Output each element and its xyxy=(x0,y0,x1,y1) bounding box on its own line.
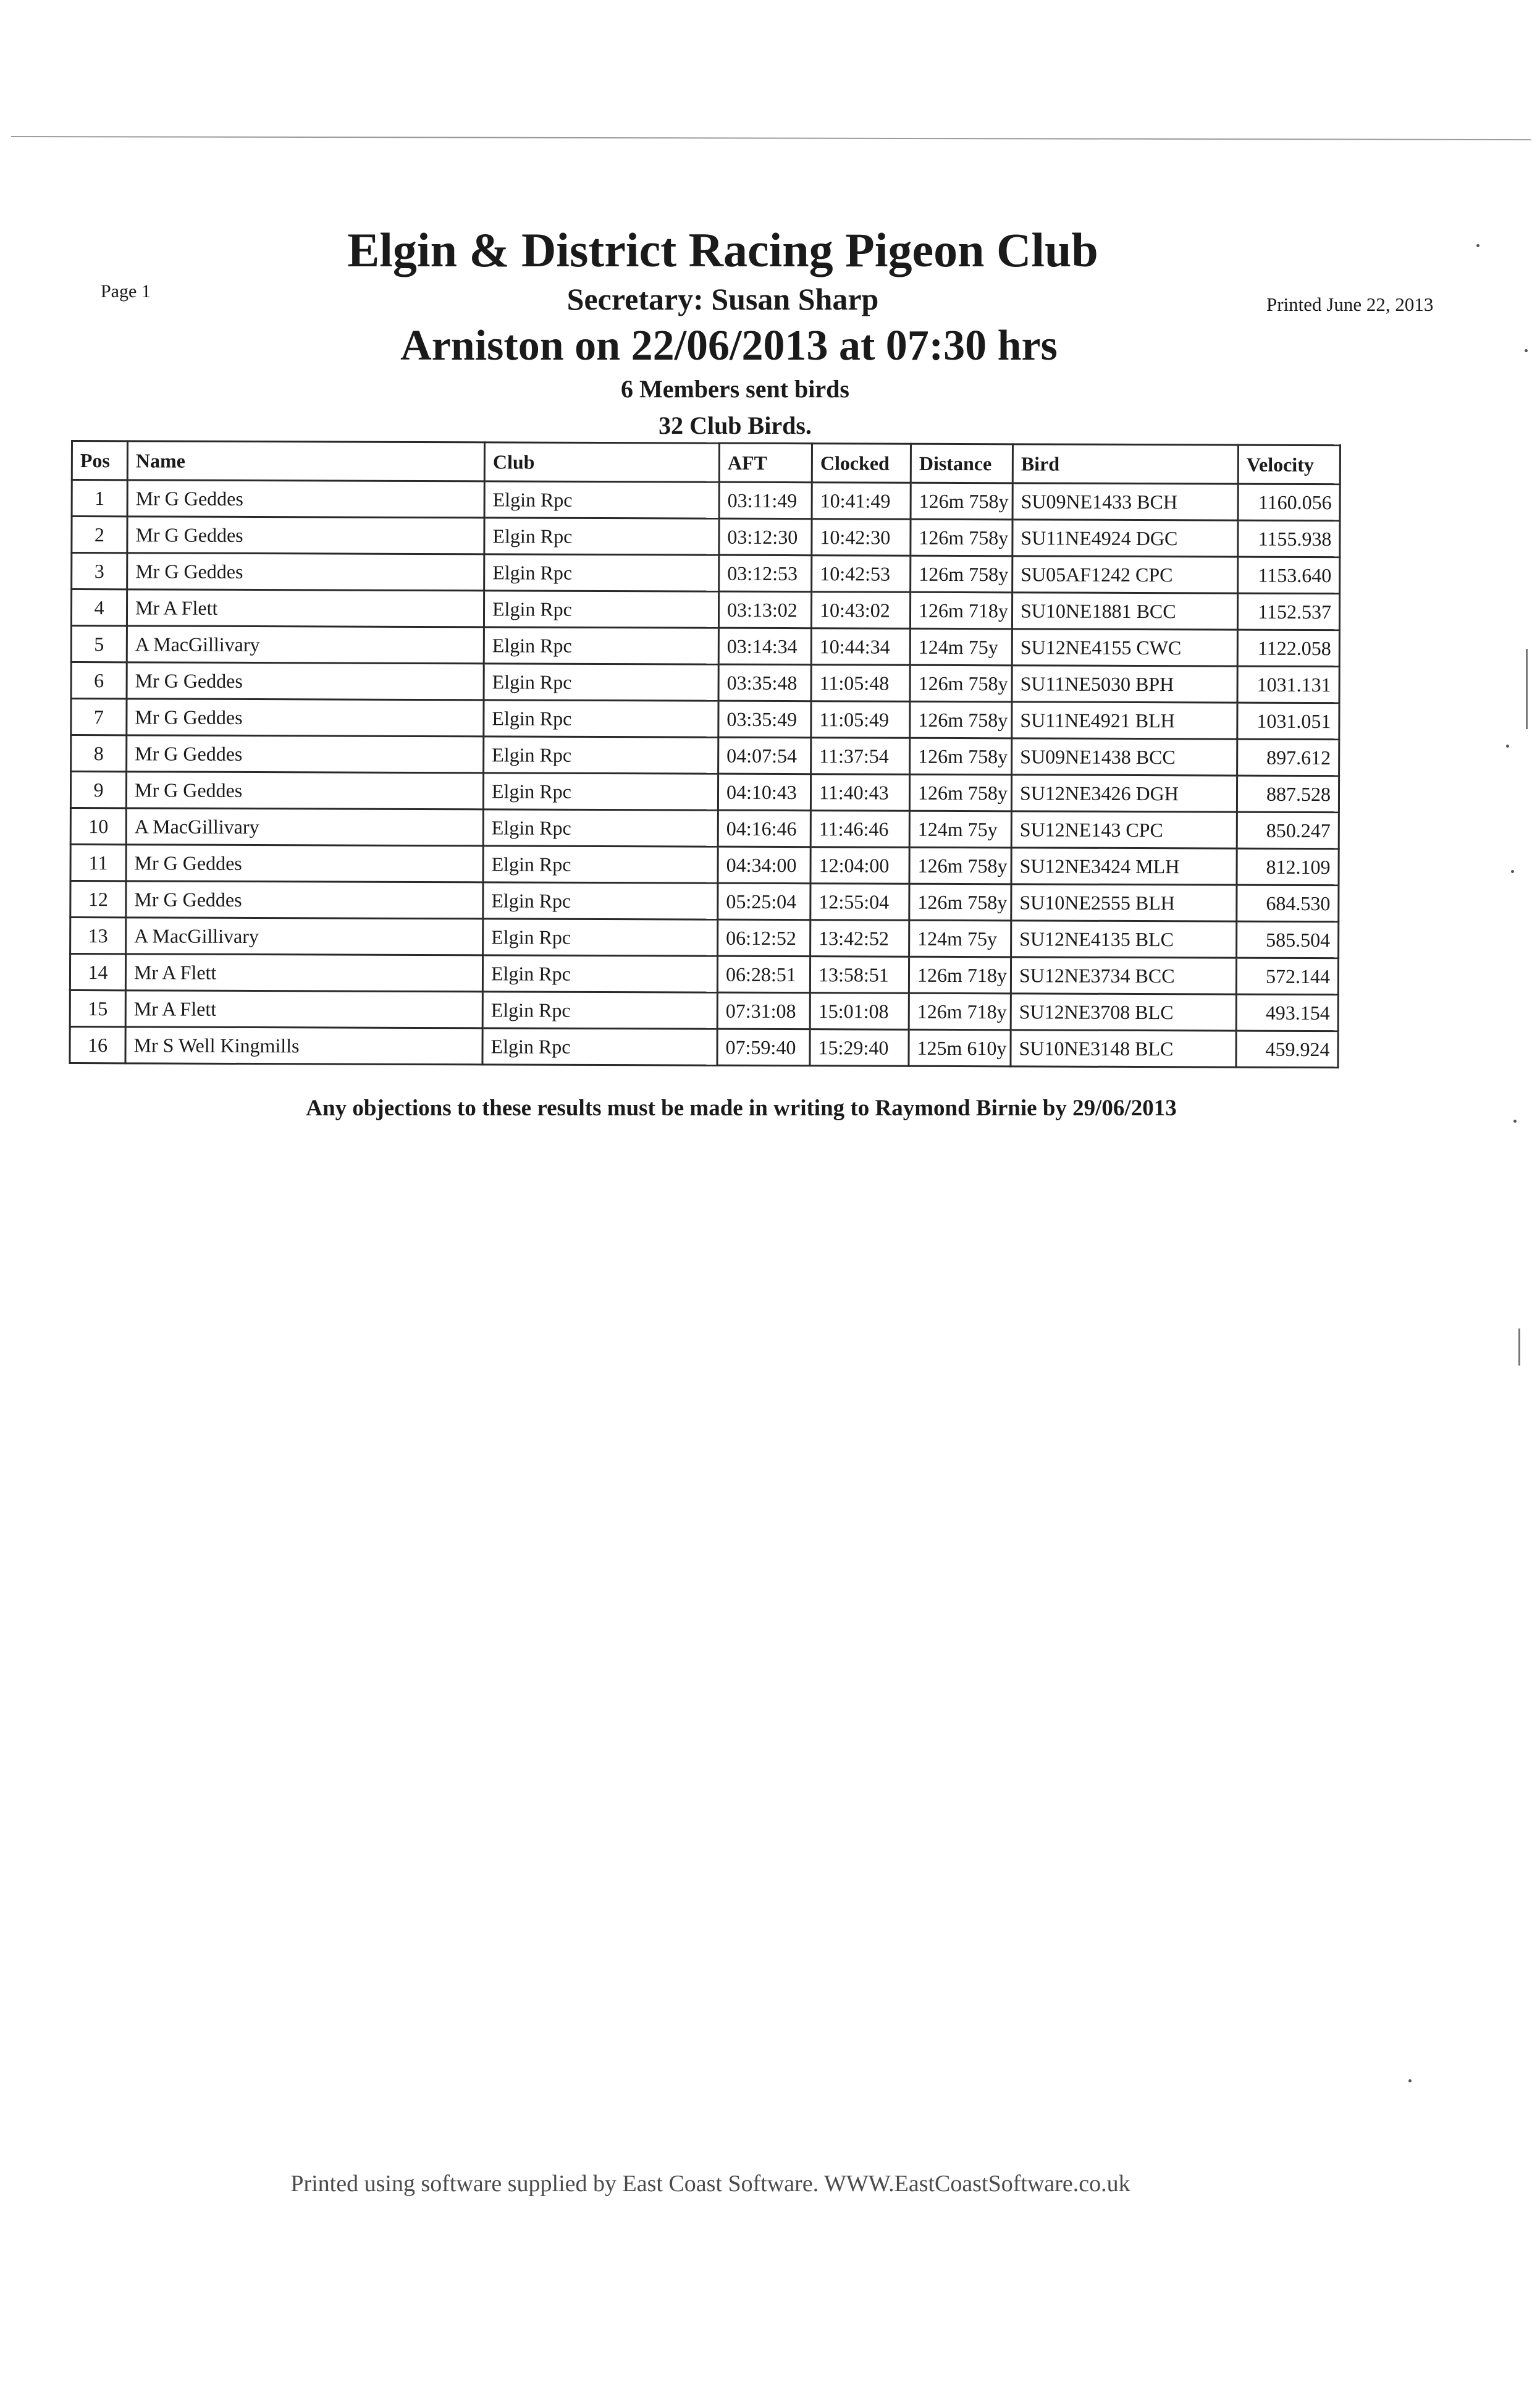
cell-name: A MacGillivary xyxy=(126,808,483,846)
cell-velocity: 493.154 xyxy=(1236,994,1338,1031)
secretary-line: Secretary: Susan Sharp xyxy=(566,282,879,316)
cell-bird: SU12NE4135 BLC xyxy=(1011,921,1237,958)
cell-aft: 03:11:49 xyxy=(719,482,812,519)
cell-clocked: 10:43:02 xyxy=(811,592,910,629)
cell-aft: 04:10:43 xyxy=(718,774,810,811)
cell-clocked: 12:55:04 xyxy=(810,884,909,921)
col-header-aft: AFT xyxy=(719,443,812,483)
cell-clocked: 15:01:08 xyxy=(810,993,909,1030)
cell-bird: SU10NE3148 BLC xyxy=(1011,1030,1236,1067)
cell-clocked: 10:42:53 xyxy=(812,556,911,593)
cell-distance: 126m 718y xyxy=(910,592,1012,629)
cell-club: Elgin Rpc xyxy=(484,554,719,591)
scan-speck xyxy=(1511,870,1514,873)
table-row xyxy=(71,699,1339,740)
cell-club: Elgin Rpc xyxy=(484,481,719,518)
table-header-row xyxy=(72,441,1340,484)
cell-velocity: 1155.938 xyxy=(1238,520,1340,557)
cell-club: Elgin Rpc xyxy=(482,1028,717,1065)
cell-name: Mr G Geddes xyxy=(127,699,484,737)
scan-speck xyxy=(1476,244,1479,247)
table-row xyxy=(70,808,1339,849)
cell-pos: 8 xyxy=(71,735,127,772)
cell-name: Mr G Geddes xyxy=(127,735,484,773)
scan-edge-mark xyxy=(1526,649,1528,729)
cell-pos: 11 xyxy=(70,845,126,881)
cell-clocked: 10:41:49 xyxy=(812,483,911,520)
cell-clocked: 15:29:40 xyxy=(810,1029,909,1067)
cell-name: Mr G Geddes xyxy=(126,772,483,809)
col-header-name: Name xyxy=(127,441,484,481)
cell-distance: 124m 75y xyxy=(909,920,1011,957)
cell-bird: SU09NE1438 BCC xyxy=(1012,738,1237,775)
cell-club: Elgin Rpc xyxy=(483,773,718,810)
cell-pos: 10 xyxy=(70,808,126,845)
cell-club: Elgin Rpc xyxy=(484,518,719,555)
table-row xyxy=(70,845,1339,885)
cell-distance: 126m 718y xyxy=(909,957,1011,994)
cell-velocity: 1031.131 xyxy=(1237,666,1339,703)
cell-clocked: 10:42:30 xyxy=(812,519,911,556)
results-table xyxy=(69,440,1341,1068)
cell-club: Elgin Rpc xyxy=(482,955,717,992)
scan-speck xyxy=(1525,349,1528,352)
cell-club: Elgin Rpc xyxy=(484,591,718,628)
cell-distance: 126m 758y xyxy=(911,556,1012,593)
scan-edge-mark xyxy=(1518,1329,1520,1366)
cell-velocity: 459.924 xyxy=(1236,1031,1338,1068)
cell-aft: 06:12:52 xyxy=(718,919,810,957)
cell-bird: SU12NE4155 CWC xyxy=(1012,629,1237,666)
col-header-pos: Pos xyxy=(72,441,127,480)
cell-aft: 03:13:02 xyxy=(718,591,811,628)
cell-pos: 7 xyxy=(71,699,127,735)
cell-distance: 126m 758y xyxy=(911,483,1012,520)
cell-aft: 03:35:49 xyxy=(718,701,811,738)
table-row xyxy=(70,990,1338,1031)
cell-velocity: 812.109 xyxy=(1237,848,1339,885)
results-body xyxy=(70,480,1340,1068)
cell-bird: SU09NE1433 BCH xyxy=(1012,483,1238,520)
cell-velocity: 1153.640 xyxy=(1238,557,1340,594)
table-row xyxy=(70,1026,1338,1067)
col-header-velocity: Velocity xyxy=(1238,445,1340,484)
cell-velocity: 850.247 xyxy=(1237,812,1339,849)
page-number: Page 1 xyxy=(101,281,151,302)
cell-clocked: 10:44:34 xyxy=(811,628,910,665)
cell-aft: 03:14:34 xyxy=(718,628,811,665)
cell-pos: 1 xyxy=(72,480,127,517)
cell-club: Elgin Rpc xyxy=(483,919,718,956)
cell-distance: 124m 75y xyxy=(910,628,1012,665)
cell-clocked: 11:05:49 xyxy=(811,701,910,738)
cell-pos: 9 xyxy=(70,772,126,808)
cell-bird: SU12NE143 CPC xyxy=(1011,811,1237,848)
cell-club: Elgin Rpc xyxy=(484,737,718,774)
cell-distance: 126m 758y xyxy=(909,847,1011,884)
cell-clocked: 11:05:48 xyxy=(811,665,910,702)
cell-bird: SU12NE3734 BCC xyxy=(1011,957,1236,994)
table-row xyxy=(71,662,1339,703)
table-row xyxy=(70,954,1338,995)
cell-aft: 03:35:48 xyxy=(718,664,811,701)
col-header-distance: Distance xyxy=(911,444,1012,483)
cell-clocked: 11:37:54 xyxy=(811,738,910,775)
cell-distance: 126m 718y xyxy=(909,993,1011,1030)
cell-pos: 2 xyxy=(72,517,127,553)
members-sent: 6 Members sent birds xyxy=(621,375,849,403)
cell-velocity: 897.612 xyxy=(1237,739,1339,776)
club-title: Elgin & District Racing Pigeon Club xyxy=(347,223,1098,277)
cell-distance: 126m 758y xyxy=(910,701,1012,738)
cell-bird: SU05AF1242 CPC xyxy=(1012,556,1238,593)
cell-name: Mr G Geddes xyxy=(127,480,484,518)
cell-aft: 05:25:04 xyxy=(718,883,810,920)
table-row xyxy=(72,517,1340,557)
cell-name: Mr G Geddes xyxy=(127,553,484,591)
cell-pos: 16 xyxy=(70,1026,125,1063)
cell-clocked: 13:42:52 xyxy=(810,920,909,957)
cell-bird: SU11NE5030 BPH xyxy=(1012,665,1237,703)
cell-club: Elgin Rpc xyxy=(483,882,718,919)
objections-note: Any objections to these results must be made in writing to Raymond Birnie by 29/06/2013 xyxy=(306,1096,1177,1121)
cell-bird: SU11NE4924 DGC xyxy=(1012,520,1238,557)
cell-name: Mr S Well Kingmills xyxy=(125,1027,482,1065)
cell-velocity: 684.530 xyxy=(1237,885,1339,922)
club-birds-count: 32 Club Birds. xyxy=(659,412,812,439)
printed-date: Printed June 22, 2013 xyxy=(1266,294,1434,315)
cell-club: Elgin Rpc xyxy=(483,846,718,883)
cell-name: Mr G Geddes xyxy=(127,517,484,554)
table-row xyxy=(71,626,1339,667)
scan-speck xyxy=(1506,745,1509,748)
cell-club: Elgin Rpc xyxy=(484,664,718,701)
cell-name: Mr A Flett xyxy=(125,991,482,1028)
scan-edge-line xyxy=(11,136,1531,140)
cell-name: Mr G Geddes xyxy=(126,881,483,919)
cell-distance: 124m 75y xyxy=(909,811,1011,848)
cell-pos: 3 xyxy=(72,553,127,589)
cell-aft: 04:16:46 xyxy=(718,810,810,847)
cell-distance: 126m 758y xyxy=(909,884,1011,921)
scan-speck xyxy=(1513,1120,1517,1123)
cell-bird: SU10NE2555 BLH xyxy=(1011,884,1237,921)
cell-pos: 12 xyxy=(70,881,126,918)
cell-pos: 4 xyxy=(71,589,127,626)
cell-club: Elgin Rpc xyxy=(483,809,718,847)
cell-club: Elgin Rpc xyxy=(484,627,718,664)
cell-club: Elgin Rpc xyxy=(482,992,717,1029)
cell-bird: SU12NE3708 BLC xyxy=(1011,994,1236,1031)
table-row xyxy=(70,772,1339,813)
cell-pos: 5 xyxy=(71,626,127,662)
cell-aft: 07:59:40 xyxy=(717,1029,810,1066)
cell-distance: 126m 758y xyxy=(911,519,1012,556)
cell-clocked: 13:58:51 xyxy=(810,957,909,994)
cell-distance: 126m 758y xyxy=(910,665,1012,702)
cell-velocity: 1152.537 xyxy=(1237,593,1339,630)
cell-bird: SU10NE1881 BCC xyxy=(1012,593,1237,630)
cell-bird: SU11NE4921 BLH xyxy=(1012,702,1237,739)
cell-name: Mr G Geddes xyxy=(126,845,483,882)
cell-clocked: 11:40:43 xyxy=(810,774,909,811)
col-header-clocked: Clocked xyxy=(812,444,911,483)
cell-velocity: 1031.051 xyxy=(1237,703,1339,740)
col-header-bird: Bird xyxy=(1012,444,1238,484)
cell-name: Mr A Flett xyxy=(127,589,484,627)
cell-distance: 126m 758y xyxy=(910,738,1012,775)
cell-velocity: 887.528 xyxy=(1237,775,1339,813)
cell-name: Mr A Flett xyxy=(125,954,482,992)
cell-velocity: 585.504 xyxy=(1237,921,1339,958)
scan-speck xyxy=(1408,2079,1412,2082)
table-row xyxy=(72,553,1340,594)
table-row xyxy=(72,480,1340,521)
table-row xyxy=(70,918,1339,958)
cell-distance: 126m 758y xyxy=(909,774,1011,811)
cell-bird: SU12NE3426 DGH xyxy=(1011,775,1237,812)
cell-pos: 14 xyxy=(70,954,125,991)
table-row xyxy=(70,881,1339,922)
cell-clocked: 12:04:00 xyxy=(810,847,909,884)
table-row xyxy=(71,735,1339,776)
cell-club: Elgin Rpc xyxy=(484,700,718,737)
cell-clocked: 11:46:46 xyxy=(810,811,909,848)
cell-aft: 03:12:53 xyxy=(719,555,812,592)
cell-aft: 07:31:08 xyxy=(717,992,810,1029)
software-footer: Printed using software supplied by East Coast Software. WWW.EastCoastSoftware.co.uk xyxy=(290,2171,1130,2197)
cell-pos: 13 xyxy=(70,918,126,954)
cell-name: A MacGillivary xyxy=(126,918,483,955)
cell-aft: 04:07:54 xyxy=(718,737,811,774)
cell-name: Mr G Geddes xyxy=(127,662,484,700)
race-title: Arniston on 22/06/2013 at 07:30 hrs xyxy=(400,322,1058,370)
cell-name: A MacGillivary xyxy=(127,626,484,664)
cell-distance: 125m 610y xyxy=(909,1029,1011,1067)
cell-aft: 04:34:00 xyxy=(718,847,810,884)
cell-pos: 6 xyxy=(71,662,127,699)
cell-aft: 06:28:51 xyxy=(717,956,810,993)
cell-bird: SU12NE3424 MLH xyxy=(1011,848,1237,885)
table-row xyxy=(71,589,1339,630)
cell-velocity: 572.144 xyxy=(1236,958,1338,995)
cell-velocity: 1160.056 xyxy=(1238,484,1340,521)
col-header-club: Club xyxy=(484,442,719,482)
cell-velocity: 1122.058 xyxy=(1237,630,1339,667)
cell-pos: 15 xyxy=(70,990,125,1026)
cell-aft: 03:12:30 xyxy=(719,518,812,556)
